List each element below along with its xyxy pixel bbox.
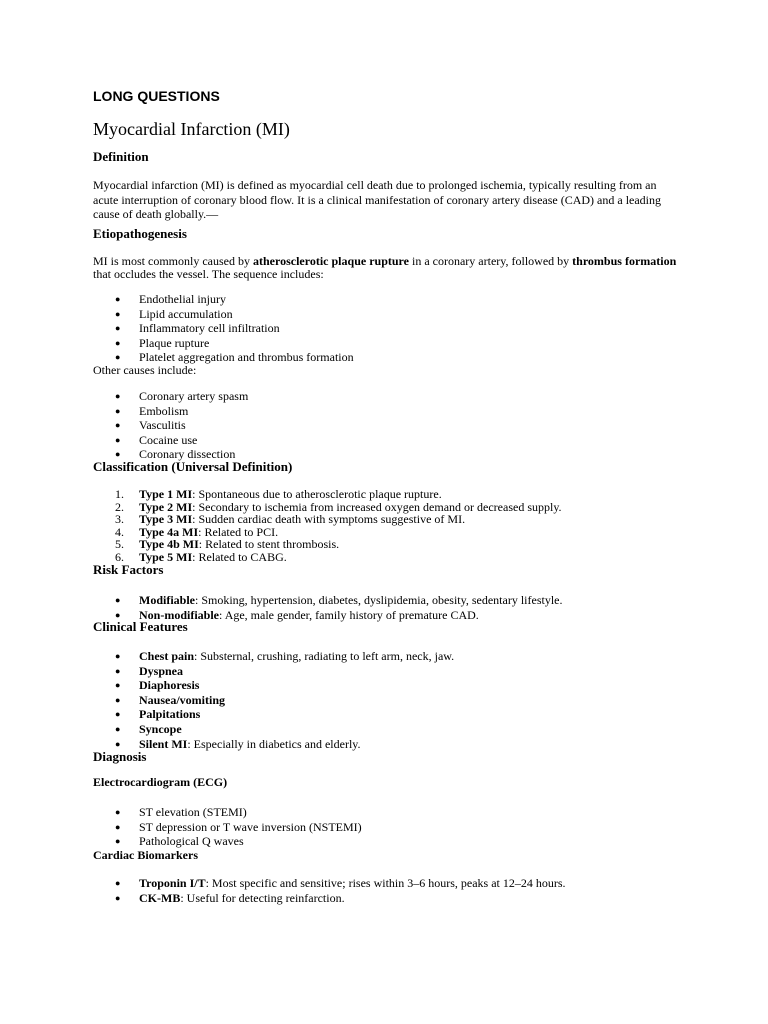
list-item-text: ST depression or T wave inversion (NSTEMI) [139,819,362,834]
list-item-text: Lipid accumulation [139,306,233,321]
bullet-icon: ● [115,308,121,319]
risk-factors-heading: Risk Factors [93,562,164,577]
page-title: Myocardial Infarction (MI) [93,119,290,139]
bullet-icon: ● [115,449,121,460]
classification-list [93,487,562,563]
bullet-icon: ● [115,323,121,334]
list-item [93,500,562,513]
list-item-text: Platelet aggregation and thrombus formation [139,350,354,365]
other-causes-label: Other causes include: [93,363,197,377]
item-text: : Smoking, hypertension, diabetes, dyslipidemia, obesity, sedentary lifestyle. [195,593,563,607]
item-number: 3. [115,512,124,527]
list-item [93,487,562,500]
bullet-icon: ● [115,609,121,620]
list-item [93,593,563,608]
item-bold-text: Type 1 MI [139,487,193,501]
list-item [93,512,562,525]
list-item [93,805,362,820]
item-bold-text: Silent MI [139,736,188,751]
bullet-icon: ● [115,680,121,691]
item-bold-text: CK-MB [139,890,181,905]
bullet-icon: ● [115,892,121,903]
item-bold-text: Nausea/vomiting [139,692,226,707]
intro-text: in a coronary artery, followed by [408,254,573,268]
list-item-text: Coronary artery spasm [139,389,249,403]
item-text: : Related to stent thrombosis. [198,537,340,552]
bullet-icon: ● [115,405,121,416]
bullet-icon: ● [115,420,121,431]
item-bold-text: Non-modifiable [139,607,220,622]
list-item-text: ST elevation (STEMI) [139,805,247,819]
definition-text: Myocardial infarction (MI) is defined as myocardial cell death due to prolonged ischemia, typically resulting from an acute interruption of coronary blood flow. It is a clinical manifestation of coronary artery disease (CAD) and a leading cause of death globally.— [93,178,662,221]
intro-text: MI is most commonly caused by [93,254,253,268]
list-item [93,307,354,322]
item-text: : Related to PCI. [198,524,279,539]
biomarkers-list [93,876,566,905]
item-number: 1. [115,487,124,501]
item-bold-text: Troponin I/T [139,876,206,890]
list-item [93,876,566,891]
clinical-features-heading: Clinical Features [93,619,188,634]
item-number: 6. [115,549,124,564]
list-item [93,834,362,849]
list-item [93,418,248,433]
bullet-icon: ● [115,723,121,734]
etiopathogenesis-heading: Etiopathogenesis [93,226,187,241]
item-text: : Spontaneous due to atherosclerotic plaque rupture. [192,487,442,501]
bullet-icon: ● [115,651,121,661]
list-item-text: Vasculitis [139,418,186,433]
list-item [93,433,248,448]
item-number: 5. [115,537,124,552]
item-bold-text: Type 5 MI [139,549,193,564]
item-text: : Secondary to ischemia from increased oxygen demand or decreased supply. [192,499,562,514]
bullet-icon: ● [115,821,121,832]
item-text: : Useful for detecting reinfarction. [180,890,345,905]
list-item-text: Plaque rupture [139,335,210,350]
list-item [93,389,248,404]
list-item [93,537,562,550]
list-item-text: Endothelial injury [139,292,226,306]
intro-bold-text: atherosclerotic plaque rupture [252,254,409,268]
item-bold-text: Dyspnea [139,663,184,678]
list-item [93,292,354,307]
list-item [93,678,454,693]
list-item [93,722,454,737]
item-bold-text: Type 3 MI [139,512,193,527]
bullet-icon: ● [115,294,121,304]
item-text: : Related to CABG. [192,549,287,564]
item-text: : Age, male gender, family history of premature CAD. [219,607,479,622]
sequence-list [93,292,354,365]
list-item-text: Coronary dissection [139,447,236,462]
list-item [93,336,354,351]
list-item [93,649,454,664]
list-item [93,693,454,708]
item-bold-text: Syncope [139,721,182,736]
item-bold-text: Chest pain [139,649,195,663]
list-item [93,321,354,336]
bullet-icon: ● [115,878,121,888]
item-number: 2. [115,499,124,514]
other-causes-list [93,389,248,462]
list-item [93,664,454,679]
intro-bold-text: thrombus formation [572,254,677,268]
definition-heading: Definition [93,149,149,164]
risk-factors-list [93,593,563,622]
list-item-text: Pathological Q waves [139,834,244,849]
diagnosis-heading: Diagnosis [93,749,147,764]
classification-heading: Classification (Universal Definition) [93,459,293,474]
bullet-icon: ● [115,738,121,749]
list-item [93,707,454,722]
list-item-text: Inflammatory cell infiltration [139,321,280,336]
bullet-icon: ● [115,694,121,705]
item-text: : Especially in diabetics and elderly. [187,736,361,751]
bullet-icon: ● [115,352,121,363]
item-bold-text: Type 4b MI [139,537,199,552]
list-item [93,737,454,752]
bullet-icon: ● [115,807,121,817]
section-header: LONG QUESTIONS [93,88,220,104]
list-item [93,891,566,906]
list-item [93,820,362,835]
bullet-icon: ● [115,836,121,847]
item-text: : Substernal, crushing, radiating to left arm, neck, jaw. [194,649,455,663]
bullet-icon: ● [115,434,121,445]
ecg-heading: Electrocardiogram (ECG) [93,775,228,789]
bullet-icon: ● [115,665,121,676]
list-item-text: Cocaine use [139,432,198,447]
bullet-icon: ● [115,391,121,401]
bullet-icon: ● [115,595,121,605]
item-text: : Sudden cardiac death with symptoms suggestive of MI. [192,512,466,527]
item-bold-text: Modifiable [139,593,195,607]
list-item [93,525,562,538]
etiopathogenesis-intro-line-2: that occludes the vessel. The sequence includes: [93,267,324,281]
item-number: 4. [115,524,124,539]
bullet-icon: ● [115,709,121,720]
list-item [93,404,248,419]
item-bold-text: Palpitations [139,707,201,722]
item-bold-text: Diaphoresis [139,678,200,693]
item-bold-text: Type 4a MI [139,524,199,539]
ecg-list [93,805,362,849]
list-item [93,550,562,563]
bullet-icon: ● [115,337,121,348]
item-text: : Most specific and sensitive; rises within 3–6 hours, peaks at 12–24 hours. [205,876,566,890]
biomarkers-heading: Cardiac Biomarkers [93,848,198,862]
clinical-features-list [93,649,454,751]
item-bold-text: Type 2 MI [139,499,193,514]
list-item-text: Embolism [139,403,189,418]
